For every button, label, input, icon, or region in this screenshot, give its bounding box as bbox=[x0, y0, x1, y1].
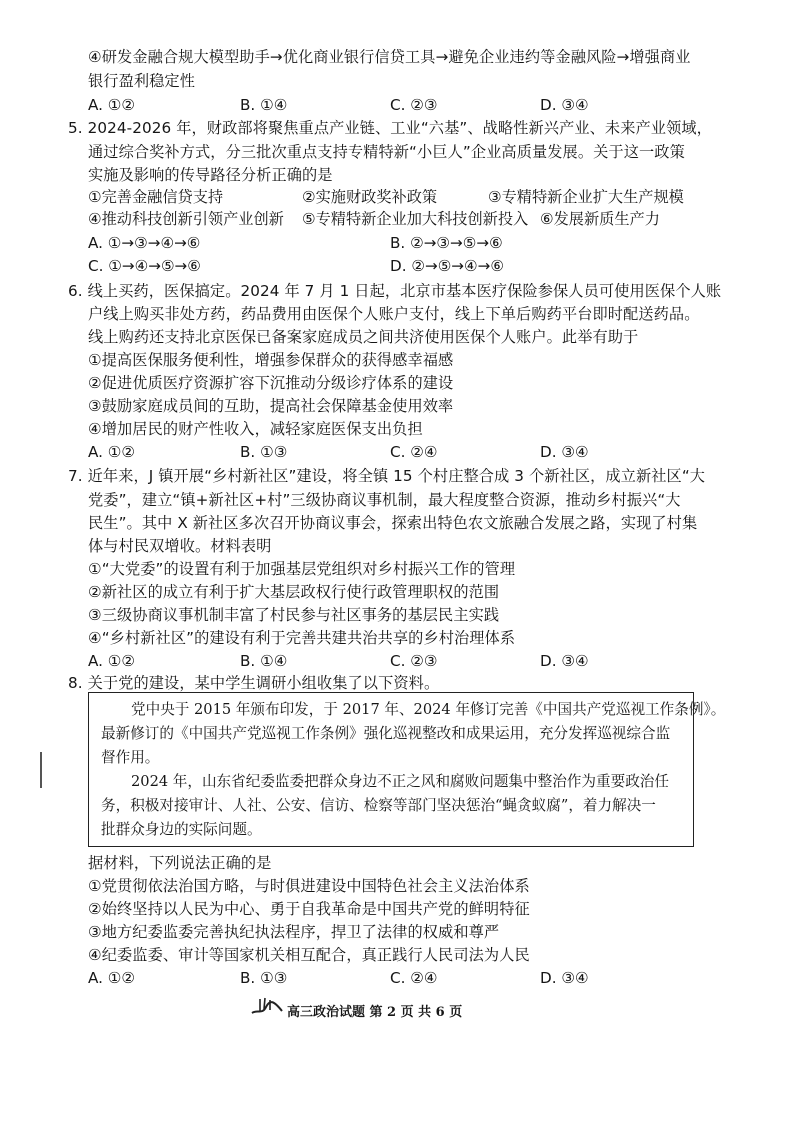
q7-stem-line2: 党委”，建立“镇+新社区+村”三级协商议事机制，最大程度整合资源，推动乡村振兴“大 bbox=[88, 491, 681, 509]
q6-item-3: ③鼓励家庭成员间的互助，提高社会保障基金使用效率 bbox=[88, 397, 454, 415]
option-d[interactable]: D. ③④ bbox=[540, 652, 589, 670]
margin-mark bbox=[40, 752, 42, 788]
option-b[interactable]: B. ①④ bbox=[240, 96, 288, 114]
option-c[interactable]: C. ②③ bbox=[390, 96, 438, 114]
q8-item-4: ④纪委监委、审计等国家机关相互配合，真正践行人民司法为人民 bbox=[88, 946, 530, 964]
option-b[interactable]: B. ①③ bbox=[240, 969, 288, 987]
q7-stem-line3: 民生”。其中 X 新社区多次召开协商议事会，探索出特色农文旅融合发展之路，实现了村集 bbox=[88, 514, 698, 532]
q8-intro: 8. 关于党的建设，某中学生调研小组收集了以下资料。 bbox=[68, 674, 440, 692]
q5-stem-line1: 5. 2024-2026 年，财政部将聚焦重点产业链、工业“六基”、战略性新兴产业、未来产业领域， bbox=[68, 119, 712, 137]
q8-item-3: ③地方纪委监委完善执纪执法程序，捍卫了法律的权威和尊严 bbox=[88, 923, 500, 941]
q8-material-box bbox=[88, 692, 726, 847]
q5-item-5: ⑤专精特新企业加大科技创新投入 bbox=[302, 210, 529, 228]
option-a[interactable]: A. ①② bbox=[88, 96, 136, 114]
material-line-1: 党中央于 2015 年颁布印发，于 2017 年、2024 年修订完善《中国共产党巡视工作条例》。 bbox=[131, 701, 726, 718]
option-d[interactable]: D. ③④ bbox=[540, 96, 589, 114]
q5-item-4: ④推动科技创新引领产业创新 bbox=[88, 210, 284, 228]
option-c[interactable]: C. ①→④→⑤→⑥ bbox=[88, 257, 201, 275]
material-line-6: 批群众身边的实际问题。 bbox=[101, 821, 262, 838]
q8-stem: 据材料，下列说法正确的是 bbox=[88, 854, 272, 872]
q6-stem-line3: 线上购药还支持北京医保已备案家庭成员之间共济使用医保个人账户。此举有助于 bbox=[88, 328, 639, 346]
q8-item-1: ①党贯彻依法治国方略，与时俱进建设中国特色社会主义法治体系 bbox=[88, 877, 530, 895]
option-a[interactable]: A. ①② bbox=[88, 969, 136, 987]
option-a[interactable]: A. ①② bbox=[88, 652, 136, 670]
footer-text: 高三政治试题 第 2 页 共 6 页 bbox=[287, 1005, 463, 1020]
option-d[interactable]: D. ③④ bbox=[540, 443, 589, 461]
q7-stem-line4: 体与村民双增收。材料表明 bbox=[88, 537, 272, 555]
scribble-icon bbox=[250, 995, 284, 1017]
option-d[interactable]: D. ②→⑤→④→⑥ bbox=[390, 257, 504, 275]
q8-item-2: ②始终坚持以人民为中心、勇于自我革命是中国共产党的鲜明特征 bbox=[88, 900, 530, 918]
q7-item-1: ①“大党委”的设置有利于加强基层党组织对乡村振兴工作的管理 bbox=[88, 560, 516, 578]
material-line-5: 务，积极对接审计、人社、公安、信访、检察等部门坚决惩治“蝇贪蚁腐”，着力解决一 bbox=[101, 797, 656, 814]
option-c[interactable]: C. ②④ bbox=[390, 443, 438, 461]
q5-item-3: ③专精特新企业扩大生产规模 bbox=[488, 188, 684, 206]
q7-stem-line1: 7. 近年来，J 镇开展“乡村新社区”建设，将全镇 15 个村庄整合成 3 个新社区，成立新社区“大 bbox=[68, 467, 706, 485]
q6-item-1: ①提高医保服务便利性，增强参保群众的获得感幸福感 bbox=[88, 351, 454, 369]
q4-item-4-line1: ④研发金融合规大模型助手→优化商业银行信贷工具→避免企业违约等金融风险→增强商业 bbox=[88, 48, 691, 66]
option-b[interactable]: B. ②→③→⑤→⑥ bbox=[390, 234, 503, 252]
option-a[interactable]: A. ①② bbox=[88, 443, 136, 461]
material-line-4: 2024 年，山东省纪委监委把群众身边不正之风和腐败问题集中整治作为重要政治任 bbox=[131, 773, 669, 790]
option-c[interactable]: C. ②④ bbox=[390, 969, 438, 987]
option-b[interactable]: B. ①④ bbox=[240, 652, 288, 670]
q5-stem-line2: 通过综合奖补方式，分三批次重点支持专精特新“小巨人”企业高质量发展。关于这一政策 bbox=[88, 143, 685, 161]
q6-item-2: ②促进优质医疗资源扩容下沉推动分级诊疗体系的建设 bbox=[88, 374, 454, 392]
q5-item-2: ②实施财政奖补政策 bbox=[302, 188, 438, 206]
option-d[interactable]: D. ③④ bbox=[540, 969, 589, 987]
option-b[interactable]: B. ①③ bbox=[240, 443, 288, 461]
q6-stem-line2: 户线上购买非处方药，药品费用由医保个人账户支付，线上下单后购药平台即时配送药品。 bbox=[88, 305, 700, 323]
material-line-3: 督作用。 bbox=[101, 749, 160, 766]
option-a[interactable]: A. ①→③→④→⑥ bbox=[88, 234, 201, 252]
q6-stem-line1: 6. 线上买药，医保搞定。2024 年 7 月 1 日起，北京市基本医疗保险参保人员可使用医保个人账 bbox=[68, 282, 722, 300]
material-line-2: 最新修订的《中国共产党巡视工作条例》强化巡视整改和成果运用，充分发挥巡视综合监 bbox=[101, 725, 671, 742]
q7-item-2: ②新社区的成立有利于扩大基层政权行使行政管理职权的范围 bbox=[88, 583, 500, 601]
q7-item-3: ③三级协商议事机制丰富了村民参与社区事务的基层民主实践 bbox=[88, 606, 500, 624]
q4-item-4-line2: 银行盈利稳定性 bbox=[88, 72, 196, 90]
q5-stem-line3: 实施及影响的传导路径分析正确的是 bbox=[88, 166, 333, 184]
q6-item-4: ④增加居民的财产性收入，减轻家庭医保支出负担 bbox=[88, 420, 423, 438]
q5-item-1: ①完善金融信贷支持 bbox=[88, 188, 224, 206]
q7-item-4: ④“乡村新社区”的建设有利于完善共建共治共享的乡村治理体系 bbox=[88, 629, 516, 647]
option-c[interactable]: C. ②③ bbox=[390, 652, 438, 670]
q5-item-6: ⑥发展新质生产力 bbox=[540, 210, 660, 228]
